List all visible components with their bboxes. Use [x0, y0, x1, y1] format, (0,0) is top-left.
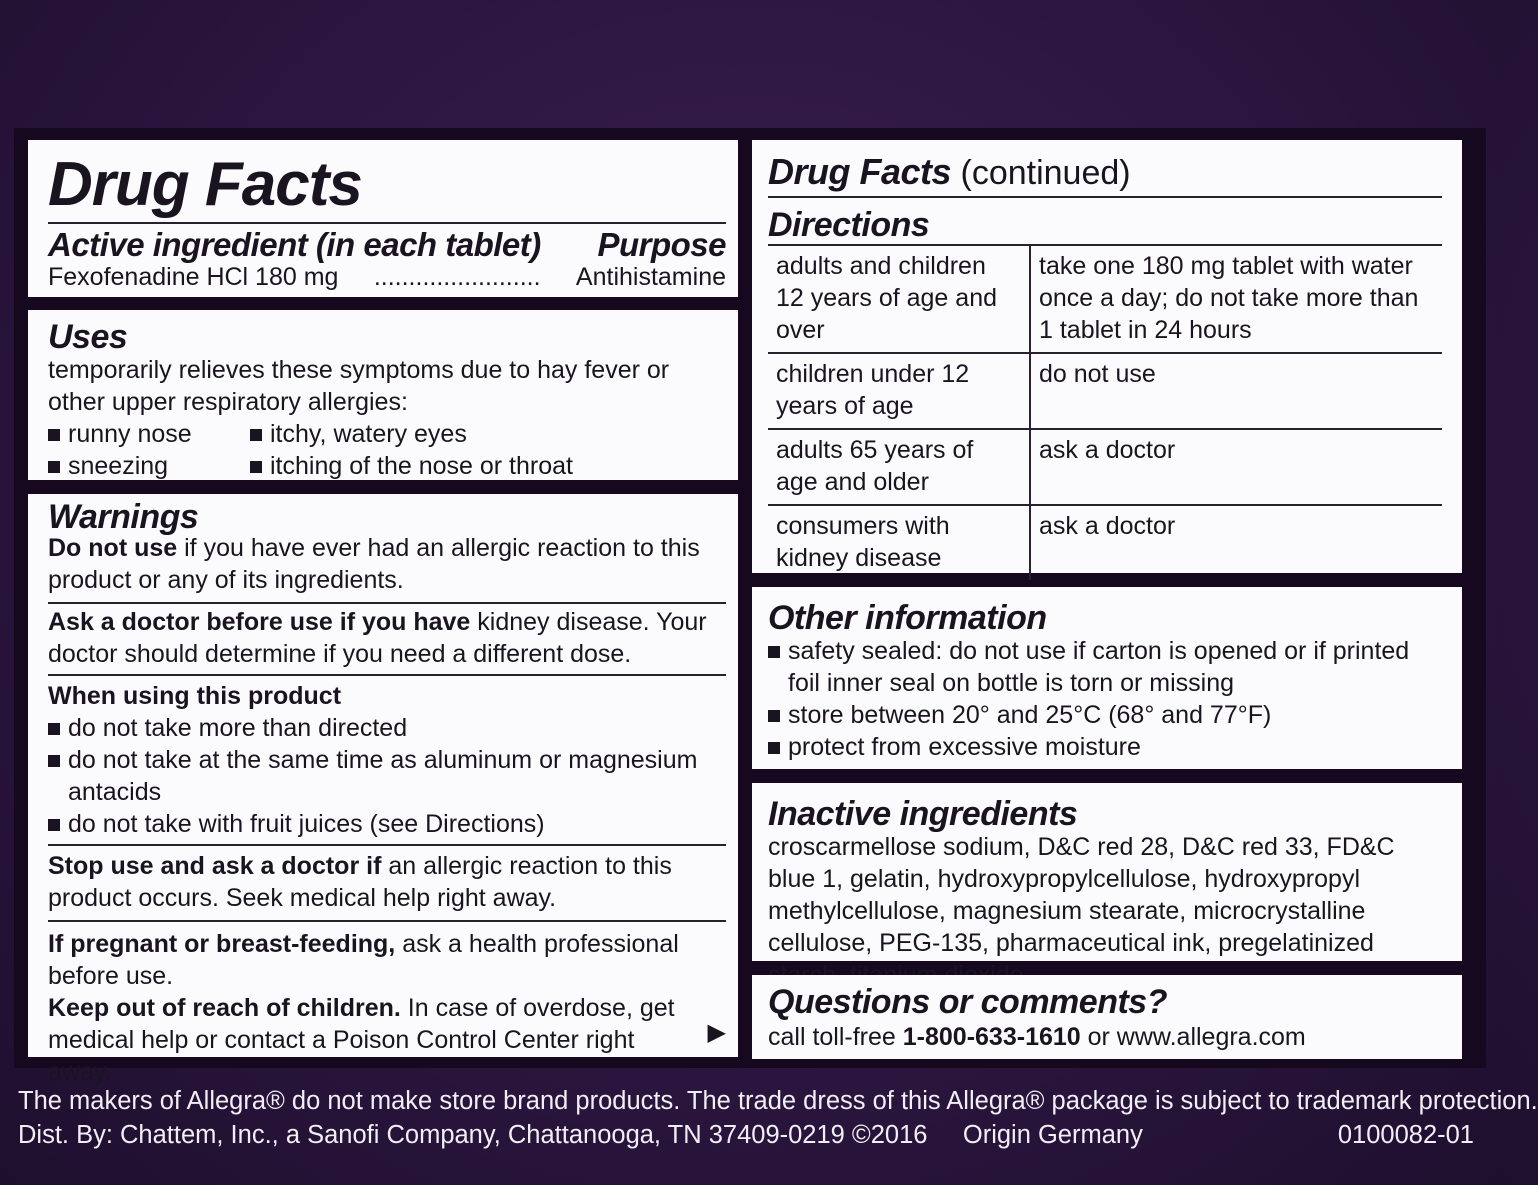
inactive-ingredients-heading: Inactive ingredients	[768, 795, 1078, 833]
stop-use: Stop use and ask a doctor if an allergic reaction to this product occurs. Seek medical help right away.	[48, 852, 672, 912]
list-item: sneezing	[48, 450, 250, 482]
divider	[48, 920, 726, 922]
inactive-ingredients-panel	[752, 783, 1462, 961]
keep-out-of-reach: Keep out of reach of children. In case of overdose, get medical help or contact a Poison Control Center right away.	[48, 994, 675, 1086]
uses-panel	[28, 310, 738, 480]
trademark-notice: The makers of Allegra® do not make store brand products. The trade dress of this Allegra® package is subject to trademark protection.	[18, 1087, 1538, 1115]
drug-facts-continued: Drug Facts (continued)	[768, 151, 1131, 192]
other-information-panel	[752, 587, 1462, 769]
ingredient-row	[48, 261, 726, 293]
table-row: children under 12 years of age do not use	[768, 353, 1442, 429]
active-ingredient-panel	[28, 140, 738, 297]
ingredient-purpose: Antihistamine	[575, 263, 726, 291]
list-item: itching of the nose or throat	[250, 450, 726, 482]
uses-bullets	[48, 418, 726, 482]
purpose-heading: Purpose	[597, 226, 726, 263]
divider	[48, 674, 726, 676]
product-code: 0100082-01	[1337, 1121, 1474, 1149]
continue-arrow-icon: ▶	[707, 1019, 726, 1046]
drug-facts-title: Drug Facts	[48, 150, 362, 219]
pregnancy-warning: If pregnant or breast-feeding, ask a health professional before use.	[48, 930, 679, 990]
do-not-use: Do not use if you have ever had an allergic reaction to this product or any of its ingredients.	[48, 534, 700, 594]
table-row: consumers with kidney disease ask a doctor	[768, 505, 1442, 580]
list-item: do not take more than directed	[48, 712, 726, 744]
ask-doctor: Ask a doctor before use if you have kidney disease. Your doctor should determine if you need a different dose.	[48, 608, 707, 668]
questions-panel	[752, 975, 1462, 1059]
when-using-heading: When using this product	[48, 682, 342, 710]
divider	[48, 602, 726, 604]
list-item: safety sealed: do not use if carton is opened or if printed foil inner seal on bottle is torn or missing	[768, 635, 1428, 699]
list-item: runny nose	[48, 418, 250, 450]
directions-heading: Directions	[768, 206, 930, 244]
leader-dots: ........................	[373, 263, 541, 291]
active-ingredient-heading: Active ingredient (in each tablet)	[48, 226, 541, 263]
contact-line: call toll-free 1-800-633-1610 or www.allegra.com	[768, 1023, 1306, 1051]
phone-number: 1-800-633-1610	[902, 1023, 1081, 1051]
other-information-heading: Other information	[768, 599, 1047, 637]
warnings-heading: Warnings	[48, 498, 199, 536]
ingredient-name: Fexofenadine HCl 180 mg	[48, 263, 339, 291]
list-item: do not take with fruit juices (see Directions)	[48, 808, 726, 840]
divider	[48, 222, 726, 224]
warnings-panel	[28, 494, 738, 1086]
list-item: do not take at the same time as aluminum or magnesium antacids	[48, 744, 708, 808]
divider	[48, 844, 726, 846]
inactive-ingredients-text: croscarmellose sodium, D&C red 28, D&C red 33, FD&C blue 1, gelatin, hydroxypropylcellulose, hydroxypropyl methylcellulose, magnesium stearate, microcrystalline cellulose, PEG-135, pharmaceutical ink, pregelatinized	[768, 833, 1395, 957]
questions-heading: Questions or comments?	[768, 983, 1167, 1021]
uses-heading: Uses	[48, 318, 128, 356]
table-row: adults and children 12 years of age and over take one 180 mg tablet with water once a day; do not take more than 1 tablet in 24 hours	[768, 245, 1442, 353]
list-item: itchy, watery eyes	[250, 418, 726, 450]
table-row: adults 65 years of age and older ask a doctor	[768, 429, 1442, 505]
directions-panel	[752, 140, 1462, 573]
distributor-line: Dist. By: Chattem, Inc., a Sanofi Company, Chattanooga, TN 37409-0219 ©2016 Origin Germany 0100082-01	[18, 1118, 1474, 1152]
list-item: protect from excessive moisture	[768, 731, 1442, 763]
list-item: store between 20° and 25°C (68° and 77°F)	[768, 699, 1442, 731]
website: or www.allegra.com	[1080, 1023, 1306, 1051]
directions-table	[768, 244, 1442, 580]
uses-text: temporarily relieves these symptoms due to hay fever or other upper respiratory allergies:	[48, 356, 670, 416]
